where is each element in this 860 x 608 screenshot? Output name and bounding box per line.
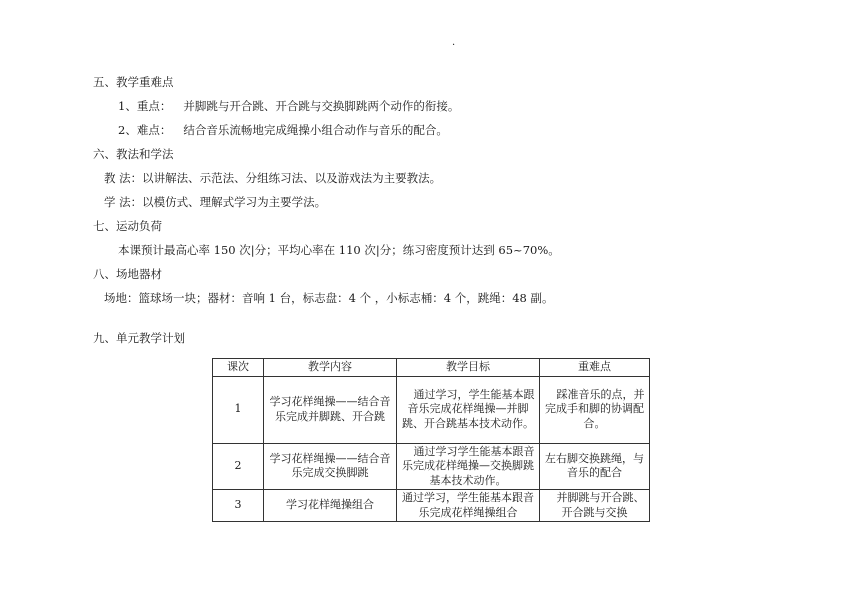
key-difficulty-text: 踩准音乐的点，并完成手和脚的协调配合。 [545, 387, 645, 430]
header-content: 教学内容 [264, 359, 397, 377]
key-point-text: 并脚跳与开合跳、开合跳与交换脚跳两个动作的衔接。 [183, 99, 460, 113]
table-row [213, 376, 650, 443]
section-8-title: 八、场地器材 [93, 267, 162, 281]
lesson-objective [397, 376, 540, 443]
key-point-label: 1、重点： [118, 99, 172, 113]
lesson-no: 1 [213, 376, 264, 443]
lesson-key-difficulty [540, 490, 650, 522]
lesson-objective [397, 443, 540, 490]
section-7-title: 七、运动负荷 [93, 219, 162, 233]
section-9-title: 九、单元教学计划 [93, 331, 185, 345]
section-5-key-point [118, 98, 459, 114]
objective-text: 通过学习学生能基本跟音乐完成花样绳操—交换脚跳基本技术动作。 [402, 444, 535, 487]
lesson-no: 3 [213, 490, 264, 522]
teaching-method: 教 法：以讲解法、示范法、分组练习法、以及游戏法为主要教法。 [104, 171, 442, 185]
table-header-row [213, 359, 650, 377]
venue-equipment-text: 场地：篮球场一块；器材：音响 1 台，标志盘：4 个 ，小标志桶：4 个，跳绳：48 副。 [104, 291, 554, 305]
lesson-key-difficulty: 左右脚交换跳绳，与音乐的配合 [540, 443, 650, 490]
table-row [213, 443, 650, 490]
lesson-key-difficulty [540, 376, 650, 443]
learning-method: 学 法：以模仿式、理解式学习为主要学法。 [104, 195, 327, 209]
exercise-load-text: 本课预计最高心率 150 次|分；平均心率在 110 次|分；练习密度预计达到 65~70%。 [118, 243, 560, 257]
difficulty-label: 2、难点： [118, 123, 172, 137]
header-mark: . [452, 37, 456, 48]
objective-text: 通过学习，学生能基本跟音乐完成花样绳操—并脚跳、开合跳基本技术动作。 [402, 387, 535, 430]
unit-plan-table [212, 358, 650, 522]
difficulty-text: 结合音乐流畅地完成绳操小组合动作与音乐的配合。 [183, 123, 448, 137]
header-lesson-no: 课次 [213, 359, 264, 377]
key-difficulty-text: 并脚跳与开合跳、开合跳与交换 [556, 491, 645, 519]
lesson-content: 学习花样绳操——结合音乐完成并脚跳、开合跳 [264, 376, 397, 443]
header-objective: 教学目标 [397, 359, 540, 377]
header-key-difficulty: 重难点 [540, 359, 650, 377]
section-6-title: 六、教法和学法 [93, 147, 174, 161]
lesson-no: 2 [213, 443, 264, 490]
lesson-content: 学习花样绳操——结合音乐完成交换脚跳 [264, 443, 397, 490]
lesson-content: 学习花样绳操组合 [264, 490, 397, 522]
table-row [213, 490, 650, 522]
lesson-objective: 通过学习，学生能基本跟音乐完成花样绳操组合 [397, 490, 540, 522]
section-5-title: 五、教学重难点 [93, 75, 174, 89]
section-5-difficulty [118, 122, 448, 138]
